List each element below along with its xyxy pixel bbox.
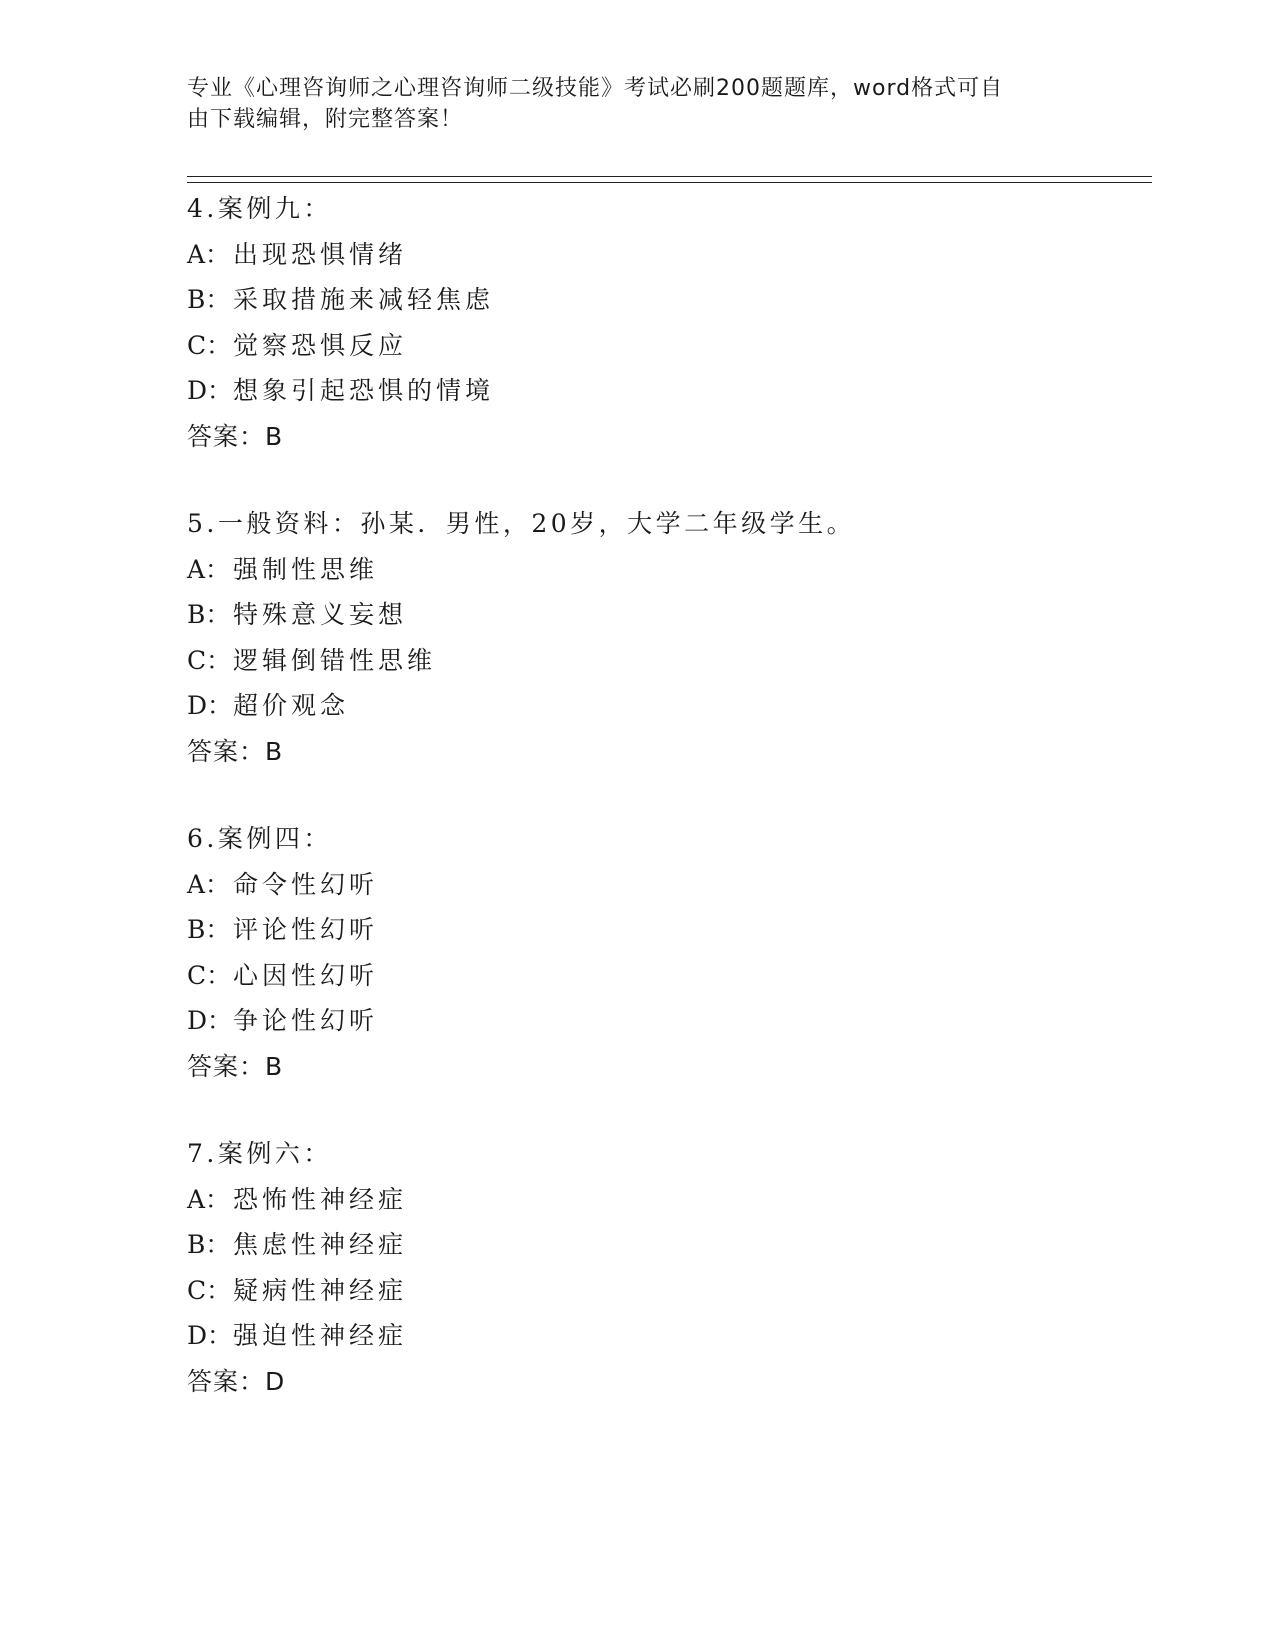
header-divider-top — [187, 176, 1152, 177]
option-a — [187, 547, 1147, 593]
option-key: B： — [187, 915, 231, 944]
option-d — [187, 368, 1147, 414]
option-text: 特殊意义妄想 — [233, 600, 408, 629]
question-item — [187, 1131, 1147, 1404]
option-text: 超价观念 — [233, 691, 350, 720]
option-text: 心因性幻听 — [233, 960, 379, 990]
option-text: 强迫性神经症 — [233, 1321, 408, 1350]
option-key: B： — [187, 1230, 231, 1259]
option-a — [187, 1177, 1147, 1223]
option-key: D： — [187, 1006, 233, 1035]
option-key: A： — [187, 554, 231, 584]
option-c — [187, 1268, 1147, 1314]
answer-line: 答案：B — [187, 736, 284, 766]
option-text: 采取措施来减轻焦虑 — [233, 285, 495, 314]
option-text: 强制性思维 — [233, 554, 379, 584]
option-text: 出现恐惧情绪 — [233, 239, 408, 269]
question-stem: 7.案例六： — [187, 1139, 332, 1168]
option-key: C： — [187, 645, 232, 675]
option-b — [187, 277, 1147, 323]
option-key: D： — [187, 1321, 233, 1350]
option-key: D： — [187, 376, 233, 405]
option-text: 评论性幻听 — [233, 915, 379, 944]
option-d — [187, 1313, 1147, 1359]
option-text: 逻辑倒错性思维 — [233, 645, 437, 675]
option-key: D： — [187, 691, 233, 720]
document-header — [187, 73, 1067, 135]
question-stem: 5.一般资料：孙某．男性，20岁，大学二年级学生。 — [187, 509, 856, 538]
option-c — [187, 323, 1147, 369]
option-text: 恐怖性神经症 — [233, 1184, 408, 1214]
option-key: A： — [187, 1184, 231, 1214]
option-c — [187, 953, 1147, 999]
option-text: 争论性幻听 — [233, 1006, 379, 1035]
option-key: C： — [187, 330, 232, 360]
answer-line: 答案：B — [187, 421, 284, 451]
header-divider-bottom — [187, 182, 1152, 183]
question-item — [187, 186, 1147, 459]
header-line-2: 由下载编辑，附完整答案！ — [187, 107, 464, 132]
option-key: B： — [187, 285, 231, 314]
option-a — [187, 862, 1147, 908]
answer-line: 答案：B — [187, 1051, 284, 1081]
option-key: C： — [187, 1275, 232, 1305]
question-list — [187, 186, 1147, 1446]
option-b — [187, 1222, 1147, 1268]
option-text: 命令性幻听 — [233, 869, 379, 899]
option-b — [187, 907, 1147, 953]
option-d — [187, 683, 1147, 729]
header-line-1: 专业《心理咨询师之心理咨询师二级技能》考试必刷200题题库，word格式可自 — [187, 76, 1004, 101]
option-text: 想象引起恐惧的情境 — [233, 376, 495, 405]
option-key: A： — [187, 869, 231, 899]
option-text: 焦虑性神经症 — [233, 1230, 408, 1259]
option-key: A： — [187, 239, 231, 269]
option-text: 疑病性神经症 — [233, 1275, 408, 1305]
option-key: B： — [187, 600, 231, 629]
answer-line: 答案：D — [187, 1366, 286, 1396]
option-d — [187, 998, 1147, 1044]
option-key: C： — [187, 960, 232, 990]
question-stem: 6.案例四： — [187, 824, 332, 853]
option-c — [187, 638, 1147, 684]
option-b — [187, 592, 1147, 638]
option-a — [187, 232, 1147, 278]
question-stem: 4.案例九： — [187, 194, 332, 223]
question-item — [187, 816, 1147, 1089]
question-item — [187, 501, 1147, 774]
option-text: 觉察恐惧反应 — [233, 330, 408, 360]
